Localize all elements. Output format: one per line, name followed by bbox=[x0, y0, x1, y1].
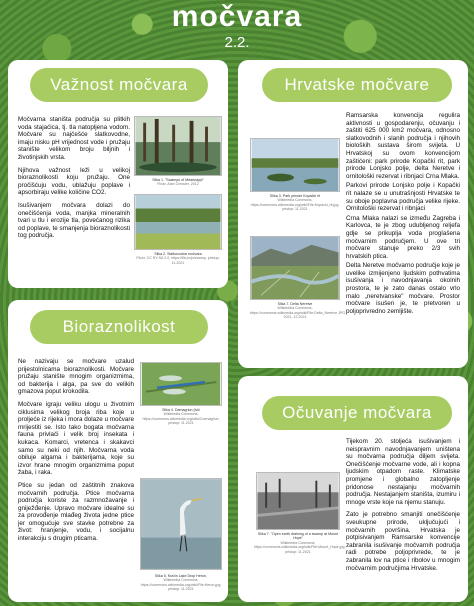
para-hrvatske-1: Ramsarska konvencija regulira aktivnosti u gospodarenju, očuvanju i zaštiti 625 000 km2 močvara, odnosno slatkovodnih i slanih područja i njihovih bioloških sustava širom svijeta. U Hrvatskoj su ovom konvencijom zaštićeni: park prirode Kopački rit, park prirode Lonjsko polje, delta Neretve i ornitološki rezervat i ribnjaci Crna Mlaka. bbox=[346, 112, 460, 180]
para-hrvatske-3: Crna Mlaka nalazi se između Zagreba i Karlovca, te je zbog udubljenog reljefa gdje se prikuplja voda proglašena močvarnim područjem. U ove tri močvare stanuje preko 2/3 svih hrvatskih ptica. bbox=[346, 214, 460, 260]
caption-fig4-source: Wikimedia Commons, https://commons.wikimedia.org/wiki/File:Delta_Neretve.JPG, 2021, 12.2021 bbox=[250, 306, 347, 320]
page-subtitle: 2.2. bbox=[224, 34, 250, 51]
caption-fig5-source: Wikimedia Commons, https://commons.wikimedia.org/wiki/Coenagrion, pristup: 11.2021 bbox=[142, 412, 220, 426]
para-vaznost-3: Isušivanjem močvara dolazi do onečišćenja voda, manjka mineralnih tvari u tlu i erozije tla, povećanog rizika od poplave, te smanjenja bioraznolikosti tog područja. bbox=[18, 201, 130, 240]
heading-bioraznolikost: Bioraznolikost bbox=[30, 310, 208, 344]
caption-fig1 bbox=[134, 178, 222, 187]
para-ocuvanje-1: Tijekom 20. stoljeća isušivanjem i neispravnim navodnjavanjem uništena su močvarna područja diljem svijeta. Onečišćenje močvarne vode, ali i kopna ljudskim otpadom raste. Klimatske promjene i globalno zatopljenje pridonose nestajanju močvarnih područja. Nestajanjem staništa, izumiru i mnoge vrste koje na njemu stanuju. bbox=[346, 438, 460, 506]
page-title: močvara bbox=[171, 0, 303, 33]
caption-fig4-title: Slika 7. Delta Neretve bbox=[277, 302, 313, 306]
heading-vaznost: Važnost močvara bbox=[30, 68, 208, 102]
text-ocuvanje bbox=[346, 438, 460, 577]
caption-fig2-source: Flickr, CC BY-SA 2.0, https://flic.kr/p/swamp, pristup: 11.2021 bbox=[136, 256, 220, 265]
photo-mount-hope bbox=[256, 472, 340, 530]
photo-damselfly bbox=[140, 362, 222, 406]
caption-fig5 bbox=[140, 408, 222, 426]
heading-ocuvanje: Očuvanje močvara bbox=[262, 396, 452, 430]
caption-fig4 bbox=[250, 302, 347, 320]
caption-fig3 bbox=[250, 194, 340, 212]
para-bio-3: Ptice su jedan od zaštitnih znakova močvarnih područja. Ptice močvarna područja koriste za razmnožavanje i gniježđenje. Upravo močvare idealne su za provođenje mlađeg života jedne ptice jer omogućuje sve stavke potrebne za život: hranjenje, vodu, i socijalnu interakciju s drugim pticama. bbox=[18, 481, 134, 543]
caption-fig7 bbox=[254, 532, 346, 554]
text-vaznost bbox=[18, 116, 130, 245]
caption-fig5-title: Slika 4. Damagrion (ivič bbox=[162, 408, 200, 412]
photo-swamp-mississippi bbox=[134, 116, 222, 176]
text-hrvatske bbox=[346, 112, 460, 320]
para-bio-1: Ne nazivaju se močvare uzalud prijestolnicama bioraznolikosti. Močvare pružaju stanište mnogim organizmima, od bakterija i alga, pa sve do velikih gmazova poput krokodila. bbox=[18, 358, 134, 396]
heading-hrvatske: Hrvatske močvare bbox=[262, 68, 452, 102]
caption-fig3-title: Slika 3. Park prirode Kopački rit bbox=[269, 194, 321, 198]
text-bioraznolikost bbox=[18, 358, 134, 548]
photo-kopacki-rit bbox=[250, 138, 340, 192]
caption-fig6-title: Slika 5. Ksrčin Lake Drop Heron, bbox=[154, 574, 208, 578]
para-hrvatske-2: Parkovi prirode Lonjsko polje i Kopački rit nalaze se u unutrašnjosti Hrvatske te su oboje poplavna područja velike rijeke. Ornitološki rezervat i ribnjaci bbox=[346, 182, 460, 213]
para-ocuvanje-2: Zato je potrebno smanjiti onečišćenje sveukupne prirode, uključujući i močvarnih površina. Hrvatska je potpisivanjem Ramsarske konvencije zabranila isušivanje močvarnih područja radi potrebe poljoprivrede, te je zabranila lov na ptice i ribolov u mnogim močvarnim područjima Hrvatske. bbox=[346, 511, 460, 572]
caption-fig6-source: Wikimedia Commons, https://commons.wikimedia.org/wiki/File:Heron.jpg, pristup: 11.2021 bbox=[140, 578, 222, 592]
photo-freshwater-swamp bbox=[134, 194, 222, 250]
photo-heron bbox=[140, 478, 222, 570]
caption-fig7-source: Wikimedia Commons, https://commons.wikimedia.org/wiki/File:Mount_Hope.jpg, pristup: 11.2021 bbox=[254, 540, 346, 554]
caption-fig2-title: Slika 2. Slatkovodna močvara bbox=[154, 252, 202, 256]
para-bio-2: Močvare igraju veliku ulogu u životnim ciklusima velikog broja riba koje u proljeće iz rijeka i mora dolaze u močvare mrijestiti se. Isto tako bogata močvarna fauna privlači i velik broj insekata i kukaca. Komarci, vretenca i skakavci samo su neki od njih. Močvarna voda obiluje algama i bakterijama, koje su izvor hrane mnogim organizmima poput žaba, i raka. bbox=[18, 400, 134, 477]
para-vaznost-1: Močvarna staništa područja su plitkih voda stajaćica, tj. tla natopljena vodom. Močvare su najčešće slatkovodne, imaju nisku pH vrijednost vode i pružaju stanište velikom broju biljnih i životinjskih vrsta. bbox=[18, 116, 130, 161]
para-hrvatske-4: Delta Neretve močvarno područje koje je uvelike izmijenjeno ljudskim pothvatima isušivanja i navodnjavanja okolnih prostora, te je zato danas ostalo vrlo malo „neretvanske" močvare. Prostor močvare isušen je, te pretvoren u poljoprivredno zemljište. bbox=[346, 262, 460, 315]
caption-fig2 bbox=[134, 252, 222, 265]
caption-fig1-title: Slika 1. "Swamps of Mississippi" bbox=[152, 178, 204, 182]
caption-fig3-source: Wikimedia Commons, https://commons.wikimedia.org/wiki/File:Kopacki_rit.jpg, pristup: 11.2021 bbox=[250, 198, 340, 212]
photo-delta-neretve bbox=[250, 236, 340, 300]
para-vaznost-2: Njihova važnost leži u velikoj bioraznolikosti koju pružaju. One pročišćuju vodu, ublažuju poplave i apsorbiraju velike količine CO2. bbox=[18, 166, 130, 197]
caption-fig1-source: Flickr, Alan Cressler, 2012 bbox=[157, 182, 199, 187]
caption-fig6 bbox=[140, 574, 222, 592]
caption-fig7-title: Slika 7. "Open earth draining of a swamp at Mount Hope" bbox=[257, 532, 339, 541]
